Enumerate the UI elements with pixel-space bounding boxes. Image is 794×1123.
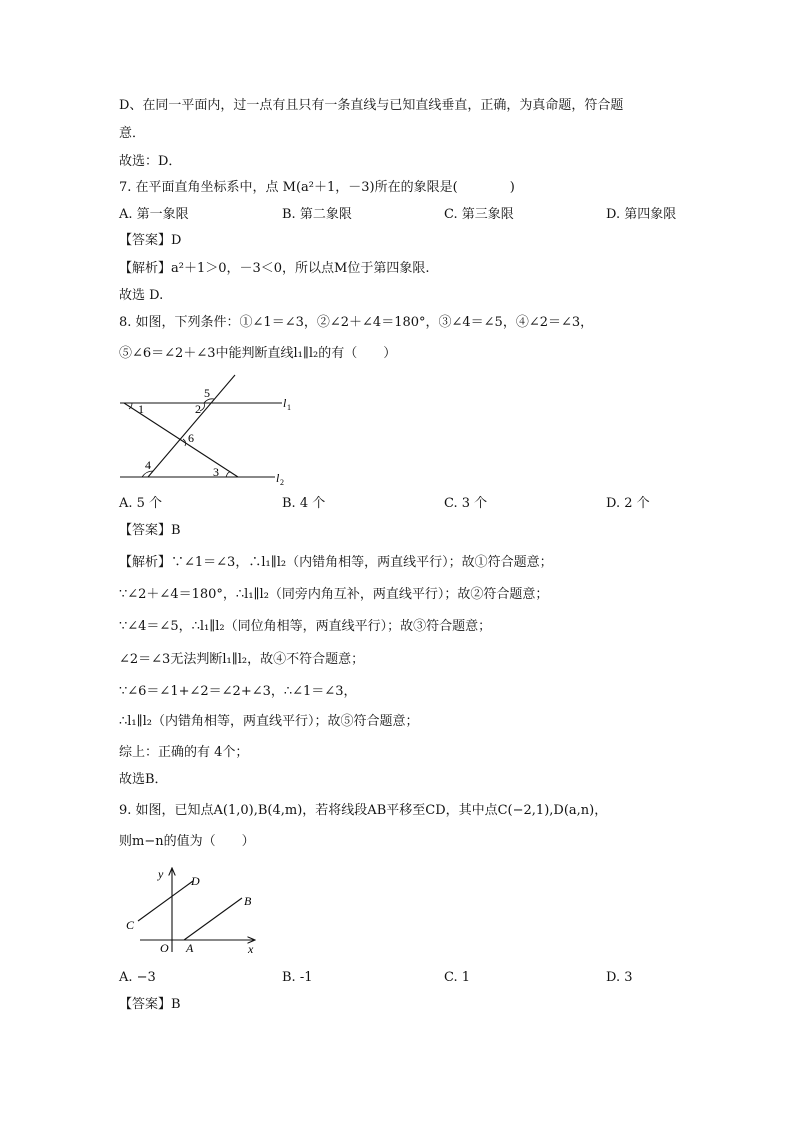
q9-option-b: B. -1 [282, 970, 313, 985]
q9-option-d: D. 3 [606, 970, 633, 985]
figure-q8 [110, 370, 300, 490]
q9-option-c: C. 1 [444, 970, 471, 985]
label-o: O [160, 941, 169, 955]
transversal-2 [148, 375, 235, 477]
q7-option-a: A. 第一象限 [119, 207, 189, 222]
figure-q9 [120, 862, 270, 957]
analysis-8: 【解析】∵∠1＝∠3，∴l₁∥l₂（内错角相等，两直线平行）；故①符合题意； [119, 555, 553, 570]
label-a: A [186, 941, 194, 955]
q7-option-d: D. 第四象限 [606, 207, 677, 222]
label-b: B [244, 894, 252, 908]
label-x: x [248, 942, 254, 956]
answer-7: 【答案】D [119, 233, 182, 248]
text-line: ∴l₁∥l₂（内错角相等，两直线平行）；故⑤符合题意； [119, 714, 419, 729]
question-9-cont: 则m−n的值为（ ） [119, 834, 255, 849]
label-l2-sub: 2 [280, 478, 284, 487]
label-y: y [158, 867, 164, 881]
q7-option-b: B. 第二象限 [282, 207, 352, 222]
q9-option-a: A. −3 [119, 970, 156, 985]
question-9: 9. 如图，已知点A(1,0),B(4,m)，若将线段AB平移至CD，其中点C(−2,1),D(a,n)， [119, 803, 608, 818]
angle-label-1: 1 [138, 402, 144, 416]
q8-option-c: C. 3 个 [444, 496, 488, 511]
angle-arc [226, 472, 231, 477]
answer-8: 【答案】B [119, 523, 181, 538]
text-line: D、在同一平面内，过一点有且只有一条直线与已知直线垂直，正确，为真命题，符合题 [119, 98, 624, 113]
text-line: ∵∠6＝∠1+∠2＝∠2+∠3，∴∠1＝∠3， [119, 684, 357, 699]
question-8-cont: ⑤∠6＝∠2＋∠3中能判断直线l₁∥l₂的有（ ） [119, 346, 397, 361]
label-l2: l [276, 471, 280, 485]
question-7: 7. 在平面直角坐标系中，点 M(a²＋1，－3)所在的象限是( ) [119, 180, 515, 195]
q8-option-b: B. 4 个 [282, 496, 326, 511]
q8-option-a: A. 5 个 [119, 496, 163, 511]
label-d: D [191, 874, 200, 888]
answer-9: 【答案】B [119, 997, 181, 1012]
q8-option-d: D. 2 个 [606, 496, 650, 511]
question-8: 8. 如图，下列条件：①∠1＝∠3，②∠2＋∠4＝180°，③∠4＝∠5，④∠2＝∠3， [119, 315, 594, 330]
analysis-7: 【解析】a²＋1＞0，－3＜0，所以点M位于第四象限. [119, 261, 430, 276]
text-line: 故选：D． [119, 154, 182, 169]
angle-label-6: 6 [188, 431, 194, 445]
text-line: 意． [119, 126, 146, 141]
segment-ab [184, 898, 242, 940]
label-l1-sub: 1 [287, 403, 291, 412]
text-line: 故选B． [119, 772, 168, 787]
angle-label-3: 3 [213, 465, 219, 479]
text-line: ∠2＝∠3无法判断l₁∥l₂，故④不符合题意； [119, 652, 365, 667]
text-line: 综上：正确的有 4个； [119, 745, 249, 760]
text-line: ∵∠4＝∠5，∴l₁∥l₂（同位角相等，两直线平行）；故③符合题意； [119, 619, 492, 634]
segment-cd [138, 881, 193, 921]
q7-option-c: C. 第三象限 [444, 207, 514, 222]
label-c: C [126, 918, 135, 932]
angle-label-4: 4 [145, 458, 151, 472]
label-l1: l [283, 396, 287, 410]
text-line: 故选 D. [119, 288, 164, 303]
angle-label-5: 5 [204, 386, 210, 400]
angle-label-2: 2 [195, 402, 201, 416]
text-line: ∵∠2＋∠4＝180°，∴l₁∥l₂（同旁内角互补，两直线平行）；故②符合题意； [119, 587, 549, 602]
